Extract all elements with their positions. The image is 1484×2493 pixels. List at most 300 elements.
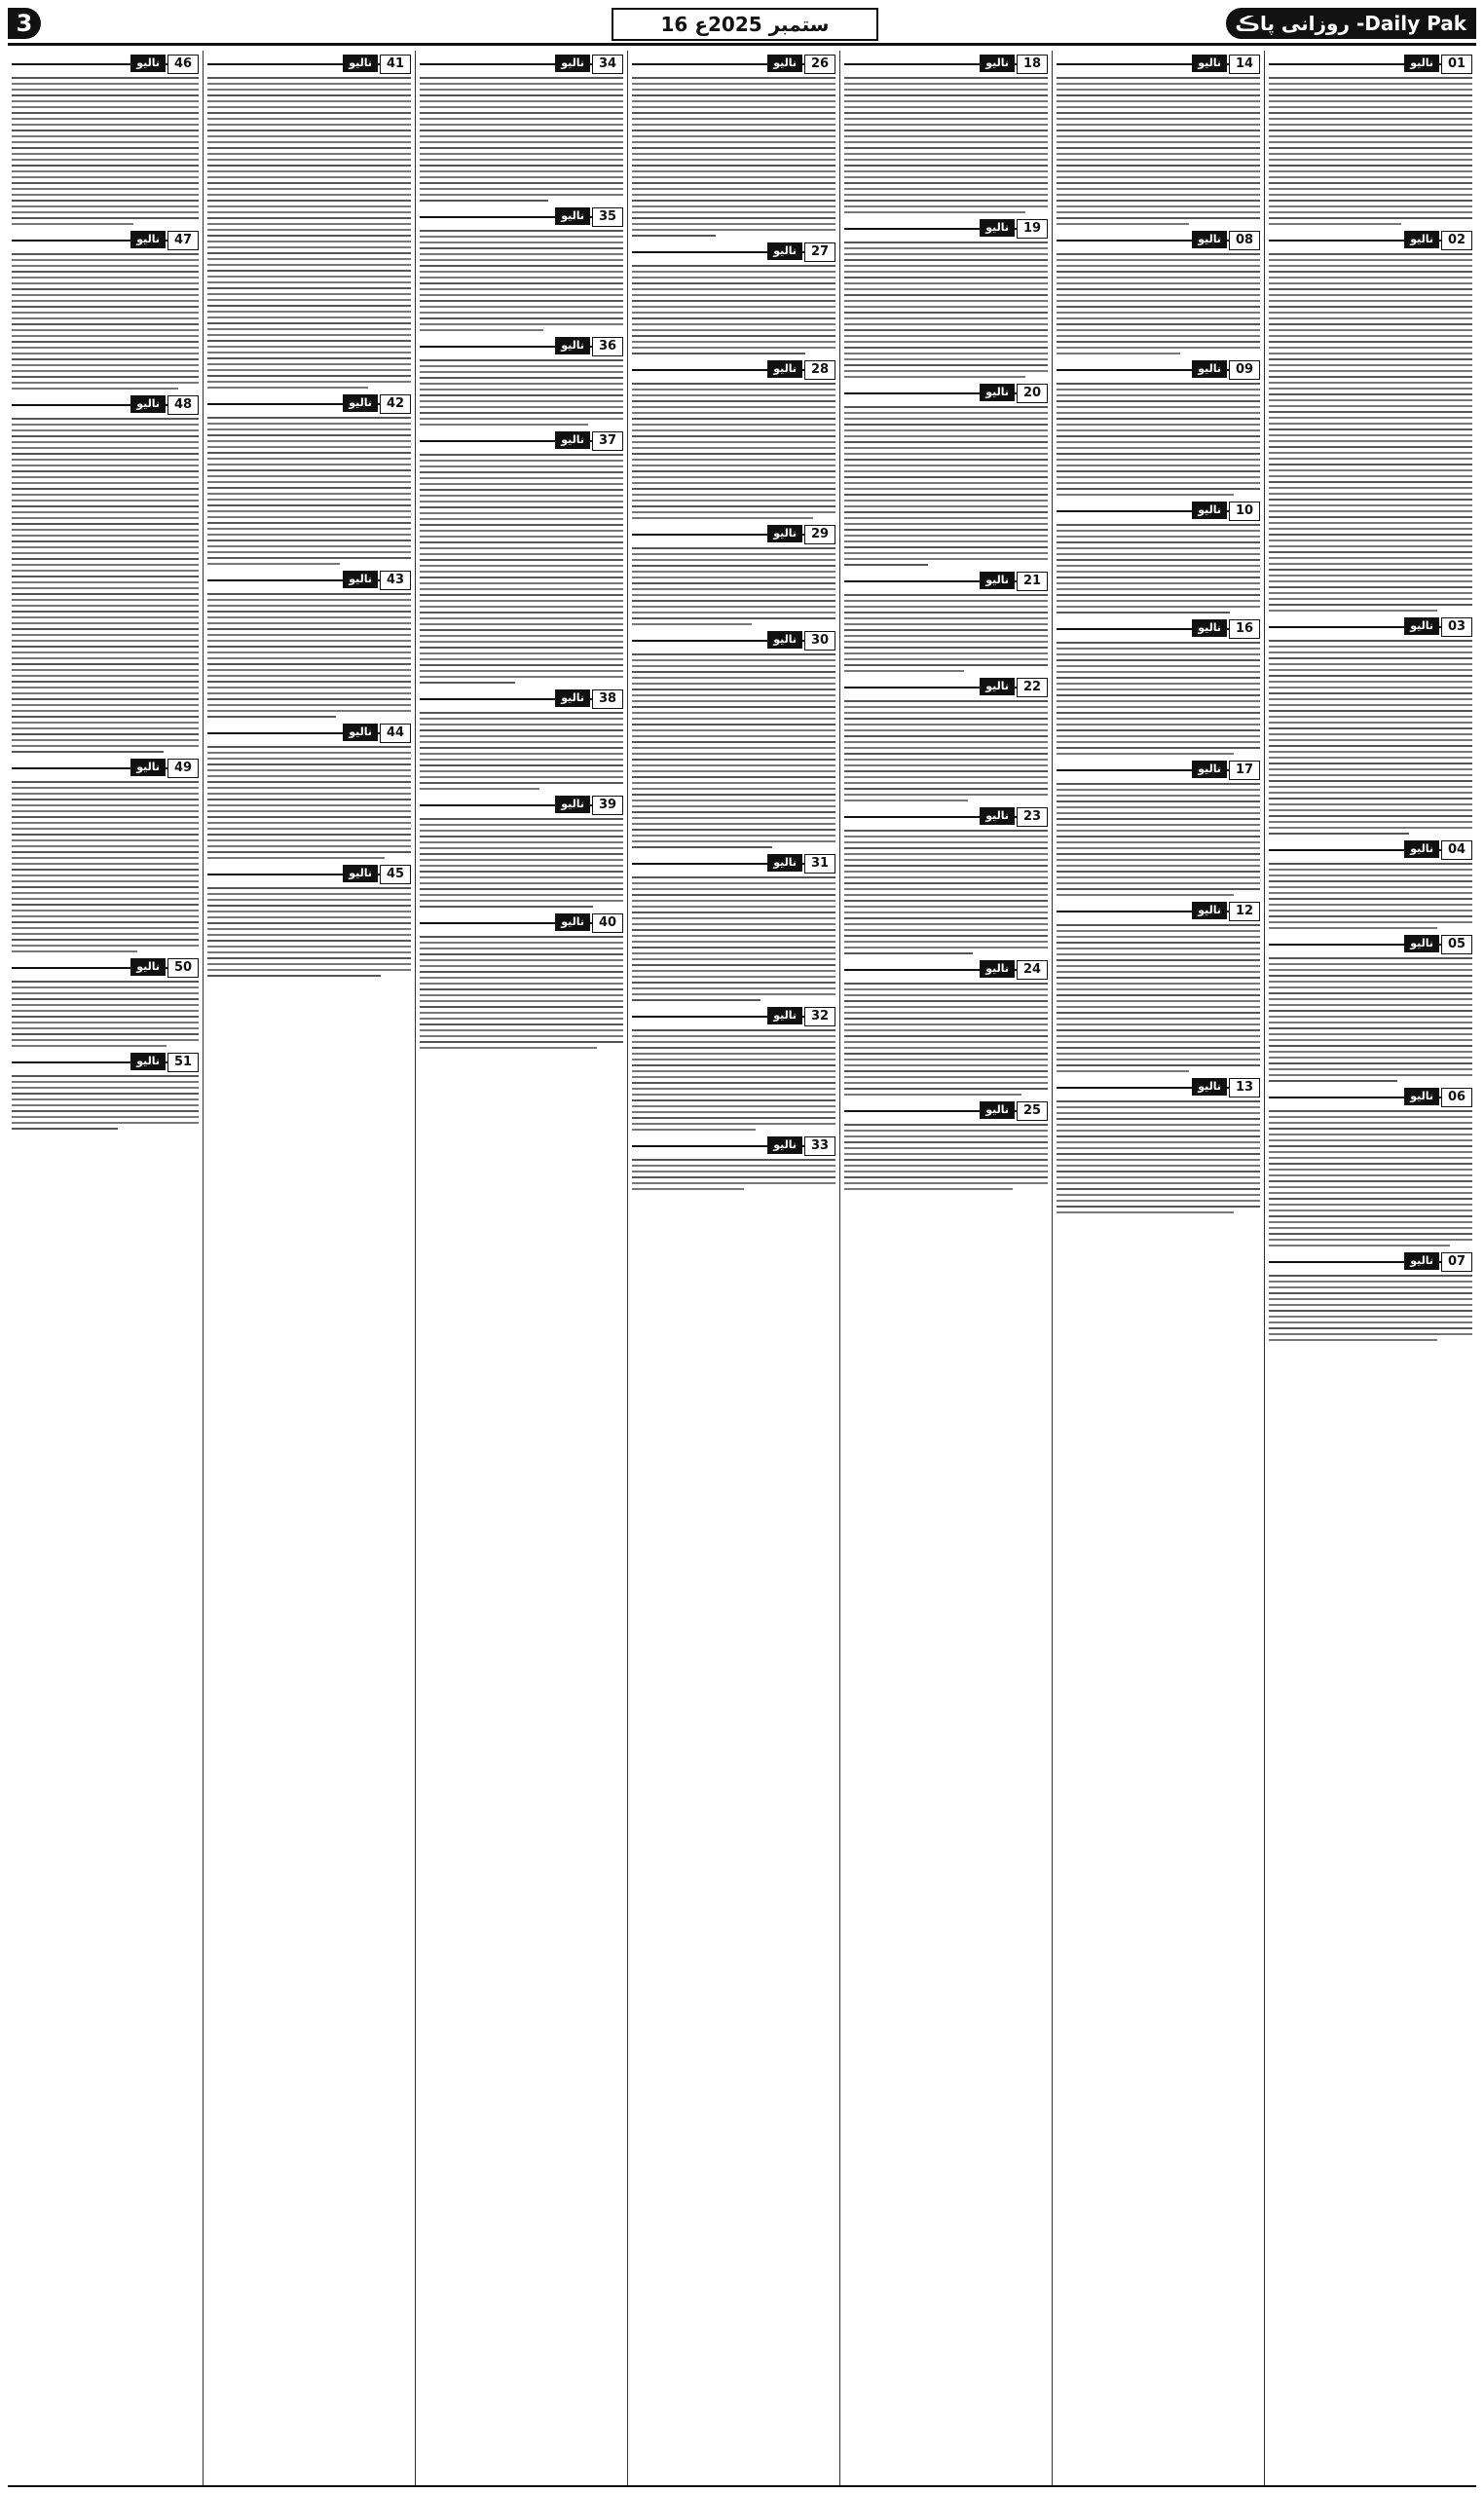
text-line [207,716,336,718]
text-line [844,712,1048,714]
notice-header [632,854,835,874]
text-line [420,100,623,102]
text-line [1269,722,1472,724]
notice [1269,231,1472,612]
text-line [1057,847,1260,849]
text-line [1269,1151,1472,1153]
text-line [1269,910,1472,912]
notice-number: 43 [380,571,411,590]
text-line [1269,745,1472,747]
text-line [632,917,835,919]
notice-tag: ناليو [1192,231,1227,248]
text-line [1269,833,1409,835]
text-line [1057,1188,1260,1190]
text-line [1269,317,1472,319]
text-line [632,182,835,184]
text-line [420,153,623,155]
text-line [12,188,199,190]
text-line [844,424,1048,426]
text-line [1269,464,1472,465]
text-line [844,1141,1048,1143]
text-line [420,294,623,296]
text-line [420,460,623,462]
text-line [420,876,623,878]
text-line [632,271,835,273]
notice-body [207,417,411,565]
text-line [1269,698,1472,700]
text-line [1269,575,1472,577]
text-line [12,77,199,79]
text-line [420,106,623,108]
text-line [1057,94,1260,96]
text-line [1057,642,1260,644]
text-line [1269,1339,1437,1341]
text-line [632,317,835,319]
text-line [207,516,411,518]
text-line [1269,1057,1472,1059]
text-line [1269,827,1472,829]
text-line [632,547,835,549]
text-line [632,1035,835,1037]
text-line [632,958,835,960]
text-line [12,294,199,296]
notice [844,55,1048,213]
text-line [1269,434,1472,436]
text-line [632,1176,835,1178]
text-line [1269,341,1472,343]
notice-header [12,1053,199,1072]
text-line [844,788,1048,790]
text-line [1269,106,1472,108]
text-line [1269,898,1472,900]
text-line [1269,335,1472,337]
text-line [12,698,199,700]
text-line [12,288,199,290]
text-line [12,739,199,741]
notice-number: 01 [1441,55,1472,74]
notice-tag: ناليو [1404,840,1439,858]
text-line [420,530,623,532]
text-line [632,759,835,761]
text-line [1269,417,1472,419]
text-line [1057,288,1260,290]
text-line [1269,786,1472,788]
text-line [420,147,623,149]
text-line [844,470,1048,472]
text-line [1057,741,1260,743]
notice [207,724,411,859]
text-line [632,106,835,108]
text-line [1269,798,1472,800]
text-line [12,945,199,947]
text-line [1057,729,1260,731]
notice-tag: ناليو [130,231,166,248]
text-line [1269,874,1472,876]
text-line [12,223,133,225]
text-line [207,428,411,430]
text-line [420,170,623,172]
text-line [844,988,1048,990]
text-line [207,663,411,665]
text-line [632,794,835,796]
text-line [207,106,411,108]
text-line [1057,1182,1260,1184]
text-line [12,628,199,630]
text-line [420,471,623,473]
text-line [420,412,623,414]
notice-number: 32 [804,1007,835,1026]
notice-number: 18 [1017,55,1048,74]
text-line [1269,1298,1472,1300]
text-line [844,1006,1048,1008]
footer-rule [8,2485,1476,2487]
text-line [420,406,623,408]
text-line [1057,159,1260,161]
text-line [12,787,199,789]
text-line [1269,393,1472,395]
text-line [1057,994,1260,996]
text-line [632,1094,835,1096]
notice-tag: ناليو [980,1101,1015,1119]
notice [420,796,623,908]
text-line [844,623,1048,625]
notice-number: 38 [592,689,623,709]
text-line [12,347,199,349]
text-line [420,200,548,202]
notice-body [1057,924,1260,1072]
text-line [1269,452,1472,454]
text-line [1057,282,1260,284]
text-line [12,793,199,795]
notice-tag: ناليو [1404,617,1439,635]
notice-body [1269,77,1472,225]
text-line [1269,551,1472,553]
text-line [1269,1045,1472,1047]
text-line [12,317,199,319]
notice-header [1057,360,1260,380]
text-line [844,188,1048,190]
text-line [844,529,1048,531]
text-line [844,917,1048,919]
text-line [632,565,835,567]
text-line [632,494,835,496]
text-line [632,941,835,943]
text-line [207,147,411,149]
text-line [632,482,835,484]
text-line [207,493,411,495]
text-line [12,1093,199,1095]
text-line [1269,1051,1472,1053]
text-line [844,482,1048,484]
text-line [1269,265,1472,267]
notice-body [12,253,199,390]
notice-header [844,384,1048,403]
text-line [1057,536,1260,538]
text-line [1269,921,1472,923]
text-line [207,322,411,324]
text-line [632,435,835,437]
notice-body [844,700,1048,801]
text-line [844,429,1048,431]
text-line [420,582,623,584]
text-line [1269,710,1472,712]
notice [844,807,1048,954]
text-line [1057,824,1260,826]
text-line [12,106,199,108]
text-line [1269,112,1472,114]
text-line [844,759,1048,761]
notice-header [207,394,411,414]
text-line [844,465,1048,466]
notice-number: 10 [1229,502,1260,521]
text-line [12,447,199,449]
text-line [12,341,199,343]
notice-column [203,51,415,2485]
text-line [1269,504,1472,506]
notice-body [420,454,623,684]
text-line [420,888,623,890]
notice-tag: ناليو [1404,1088,1439,1105]
text-line [1057,277,1260,279]
text-line [207,857,385,859]
newspaper-brand: روزانی پاڪ -Daily Pak [1226,8,1476,39]
text-line [1057,470,1260,472]
text-line [632,665,835,667]
text-line [1269,727,1472,729]
text-line [1057,865,1260,867]
text-line [1057,182,1260,184]
text-line [207,83,411,85]
text-line [1057,818,1260,820]
page-number: 3 [8,8,41,39]
text-line [207,200,411,202]
notice-tag: ناليو [555,913,590,931]
notice-tag: ناليو [555,207,590,225]
text-line [207,357,411,359]
text-line [844,552,1048,554]
text-line [632,1171,835,1172]
notice [1057,619,1260,755]
text-line [632,1165,835,1167]
notice-header [1057,761,1260,780]
text-line [207,276,411,278]
text-line [632,553,835,555]
notice-body [844,242,1048,378]
text-line [1269,998,1472,1000]
text-line [12,1016,199,1018]
text-line [632,394,835,396]
text-line [420,977,623,979]
text-line [1057,683,1260,685]
text-line [1269,1239,1472,1241]
text-line [420,89,623,91]
notice-body [207,746,411,859]
text-line [1057,400,1260,402]
text-line [12,1081,199,1083]
text-line [632,1076,835,1078]
text-line [632,1117,835,1119]
text-line [12,153,199,155]
text-line [1057,389,1260,391]
text-line [12,1027,199,1029]
text-line [1269,411,1472,413]
notice-body [207,593,411,718]
text-line [1269,428,1472,430]
notice-tag: ناليو [343,865,378,882]
text-line [1057,977,1260,979]
text-line [12,605,199,607]
notice-header [12,395,199,415]
text-line [1269,469,1472,471]
text-line [1269,1292,1472,1294]
text-line [1057,118,1260,120]
text-line [632,418,835,420]
text-line [207,934,411,936]
text-line [12,845,199,847]
notice-body [420,77,623,202]
text-line [207,287,411,289]
text-line [844,994,1048,996]
text-line [207,557,411,559]
notice-header [1057,55,1260,74]
text-line [12,622,199,624]
notice-tag: ناليو [555,431,590,449]
text-line [1269,194,1472,196]
text-line [1057,124,1260,126]
text-line [844,1130,1048,1132]
text-line [632,559,835,561]
text-line [632,265,835,267]
text-line [207,822,411,824]
text-line [1057,271,1260,273]
text-line [844,265,1048,267]
text-line [1057,841,1260,843]
notice-header [1269,55,1472,74]
text-line [1057,959,1260,961]
text-line [1057,1206,1260,1208]
text-line [844,776,1048,778]
text-line [207,563,340,565]
text-line [1269,1062,1472,1064]
text-line [420,282,623,284]
notice [1057,902,1260,1072]
text-line [632,188,835,190]
notice-tag: ناليو [767,631,802,649]
text-line [632,89,835,91]
text-line [420,712,623,714]
text-line [420,965,623,967]
text-line [420,647,623,649]
text-line [420,724,623,726]
notice-number: 45 [380,865,411,884]
text-line [844,1076,1048,1078]
text-line [12,282,199,284]
text-line [420,182,623,184]
text-line [1057,677,1260,679]
text-line [207,510,411,512]
text-line [1269,118,1472,120]
text-line [632,952,835,954]
notice-body [844,77,1048,213]
text-line [1057,747,1260,749]
text-line [632,612,835,614]
text-line [207,434,411,436]
text-line [207,975,381,977]
text-line [1057,1176,1260,1178]
text-line [207,528,411,530]
text-line [632,488,835,490]
text-line [844,406,1048,408]
text-line [844,764,1048,766]
notice-column [8,51,203,2485]
text-line [844,1035,1048,1037]
text-line [844,952,973,954]
text-line [1269,1116,1472,1118]
text-line [12,751,164,753]
text-line [1057,665,1260,667]
text-line [1057,1153,1260,1155]
text-line [632,135,835,137]
notice-tag: ناليو [130,55,166,72]
text-line [632,1059,835,1060]
notice-body [632,653,835,848]
text-line [420,77,623,79]
notice-header [632,360,835,380]
text-line [844,141,1048,143]
text-line [632,712,835,714]
text-line [12,892,199,894]
text-line [1057,418,1260,420]
text-line [1057,1012,1260,1014]
text-line [632,1041,835,1043]
text-line [1057,459,1260,461]
notice-header [1269,1088,1472,1107]
notice-body [632,1029,835,1131]
text-line [1057,988,1260,990]
text-line [12,950,137,952]
text-line [420,317,623,319]
text-line [844,523,1048,525]
text-line [1057,1130,1260,1132]
text-line [420,394,623,396]
text-line [420,770,623,772]
text-line [207,346,411,348]
text-line [844,294,1048,296]
notice-header [844,960,1048,980]
text-line [207,235,411,237]
text-line [12,1087,199,1089]
text-line [1269,1186,1472,1188]
text-line [844,329,1048,331]
text-line [420,729,623,731]
text-line [12,910,199,912]
text-line [207,299,411,301]
text-line [420,323,623,325]
text-line [207,692,411,694]
text-line [12,418,199,420]
notice-tag: ناليو [1192,761,1227,778]
text-line [1057,571,1260,573]
text-line [1057,406,1260,408]
text-line [1269,182,1472,184]
notice-number: 29 [804,525,835,544]
text-line [844,535,1048,537]
notice [420,431,623,684]
text-line [12,663,199,665]
text-line [420,506,623,508]
text-line [632,500,835,502]
text-line [844,106,1048,108]
